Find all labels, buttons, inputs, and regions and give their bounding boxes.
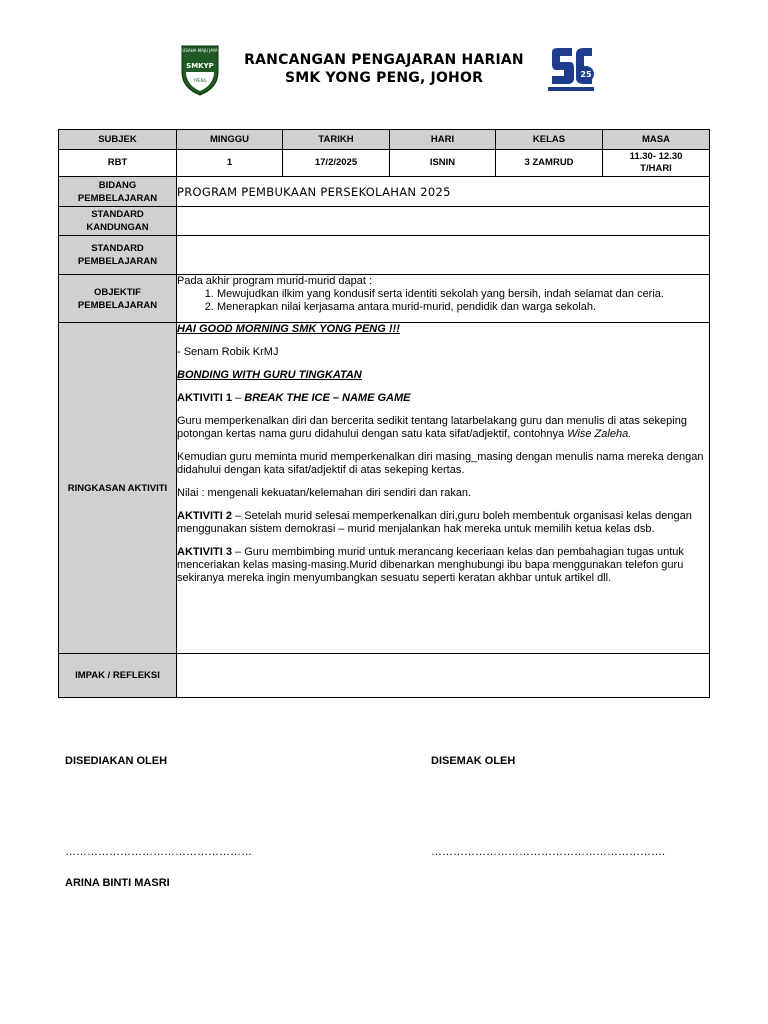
header-hari: HARI: [390, 130, 496, 150]
value-masa: [603, 150, 710, 177]
activity-1-label: AKTIVITI 1: [177, 392, 233, 404]
svg-text:SMKYP: SMKYP: [186, 62, 214, 70]
header-minggu: MINGGU: [177, 130, 283, 150]
label-sk-line-2: KANDUNGAN: [86, 222, 149, 233]
activity-1-paragraph-1: [177, 415, 709, 441]
label-standard-kandungan: [59, 207, 177, 236]
nilai-text: Nilai : mengenali kekuatan/kelemahan diri sendiri dan rakan.: [177, 487, 472, 499]
activity-1-heading: [177, 392, 709, 405]
activity-3-paragraph: [177, 546, 709, 585]
value-tarikh: 17/2/2025: [283, 150, 390, 177]
activity-1-dash: –: [232, 392, 245, 404]
label-objektif: [59, 275, 177, 323]
row-impak: [59, 654, 710, 698]
activity-2-paragraph: [177, 510, 709, 536]
activity-2-label: AKTIVITI 2: [177, 510, 233, 522]
value-subjek: RBT: [59, 150, 177, 177]
activity-3-text: – Guru membimbing murid untuk merancang keceriaan kelas dan pembahagian tugas untuk menceriakan kelas masing-masing.Murid dibenarkan menghubungi ibu bapa menggunakan telefon guru sekiranya mereka ingin menyumbangkan sesuatu seperti keratan akhbar untuk artikel dll.: [177, 546, 684, 584]
activity-2-text: – Setelah murid selesai memperkenalkan diri,guru boleh membentuk organisasi kelas dengan menggunakan sistem demokrasi – murid menjalankan hak mereka untuk memilih ketua kelas dsb.: [177, 510, 692, 535]
masa-line-2: T/HARI: [640, 163, 672, 174]
activity-1-example: Wise Zaleha.: [567, 428, 632, 440]
row-standard-kandungan: [59, 207, 710, 236]
row-ringkasan: [59, 323, 710, 654]
label-obj-line-1: OBJEKTIF: [94, 286, 141, 298]
objektif-intro: Pada akhir program murid-murid dapat :: [177, 275, 373, 287]
label-sp-line-2: PEMBELAJARAN: [77, 256, 158, 267]
value-minggu: 1: [177, 150, 283, 177]
label-sk-line-1: STANDARD: [91, 209, 144, 220]
svg-text:YPENG: YPENG: [193, 78, 207, 83]
bidang-value: PROGRAM PEMBUKAAN PERSEKOLAHAN 2025: [177, 177, 710, 207]
greeting-text: HAI GOOD MORNING SMK YONG PENG !!!: [177, 323, 400, 335]
table-value-row: [59, 150, 710, 177]
objektif-content: [177, 275, 710, 323]
checked-by-label: DISEMAK OLEH: [431, 755, 516, 767]
document-header: [0, 42, 768, 98]
impak-value: [177, 654, 710, 698]
label-bidang: [59, 177, 177, 207]
objektif-item: 2. Menerapkan nilai kerjasama antara murid-murid, pendidik dan warga sekolah.: [217, 301, 709, 314]
table-header-row: [59, 130, 710, 150]
row-bidang: [59, 177, 710, 207]
svg-text:USAHA MAJU JAYA: USAHA MAJU JAYA: [182, 48, 218, 53]
ringkasan-content: [177, 323, 710, 654]
value-kelas: 3 ZAMRUD: [496, 150, 603, 177]
label-bidang-line-2: PEMBELAJARAN: [77, 192, 158, 204]
senam-text: - Senam Robik KrMJ: [177, 346, 279, 358]
value-hari: ISNIN: [390, 150, 496, 177]
school-crest-logo: [178, 42, 222, 96]
activity-3-label: AKTIVITI 3: [177, 546, 233, 558]
ministry-logo: [546, 44, 596, 94]
header-subjek: SUBJEK: [59, 130, 177, 150]
activity-1-title: BREAK THE ICE – NAME GAME: [244, 392, 411, 404]
document-title: [222, 51, 546, 87]
masa-line-1: 11.30- 12.30: [629, 151, 683, 162]
lesson-plan-table: [58, 129, 710, 698]
activity-1-paragraph-2: Kemudian guru meminta murid memperkenalkan diri masing_masing dengan menulis nama mereka dengan didahului dengan kata sifat/adjektif di atas sekeping kertas.: [177, 451, 704, 476]
standard-pembelajaran-value: [177, 236, 710, 275]
header-kelas: KELAS: [496, 130, 603, 150]
activity-1-p1-text: Guru memperkenalkan diri dan bercerita sedikit tentang latarbelakang guru dan menulis di atas sekeping potongan kertas nama guru didahului dengan satu kata sifat/adjektif, contohnya: [177, 415, 687, 440]
label-ringkasan-aktiviti: RINGKASAN AKTIVITI: [59, 323, 177, 654]
row-objektif: [59, 275, 710, 323]
label-bidang-line-1: BIDANG: [98, 179, 137, 191]
row-standard-pembelajaran: [59, 236, 710, 275]
label-sp-line-1: STANDARD: [91, 243, 144, 254]
header-masa: MASA: [603, 130, 710, 150]
standard-kandungan-value: [177, 207, 710, 236]
signature-line-left: ……………………………………………: [65, 846, 252, 858]
signature-line-right: ……………………………………………………….: [431, 846, 666, 858]
svg-text:25: 25: [580, 70, 592, 79]
objektif-item: 1. Mewujudkan ilkim yang kondusif serta identiti sekolah yang bersih, indah selamat dan ceria.: [217, 288, 709, 301]
preparer-name: ARINA BINTI MASRI: [65, 877, 170, 889]
label-standard-pembelajaran: [59, 236, 177, 275]
objektif-list: [177, 288, 709, 314]
bonding-heading: BONDING WITH GURU TINGKATAN: [177, 369, 362, 381]
title-line-1: RANCANGAN PENGAJARAN HARIAN: [244, 52, 524, 68]
label-impak-refleksi: IMPAK / REFLEKSI: [59, 654, 177, 698]
header-tarikh: TARIKH: [283, 130, 390, 150]
title-line-2: SMK YONG PENG, JOHOR: [284, 70, 484, 86]
label-obj-line-2: PEMBELAJARAN: [77, 299, 158, 311]
prepared-by-label: DISEDIAKAN OLEH: [65, 755, 168, 767]
